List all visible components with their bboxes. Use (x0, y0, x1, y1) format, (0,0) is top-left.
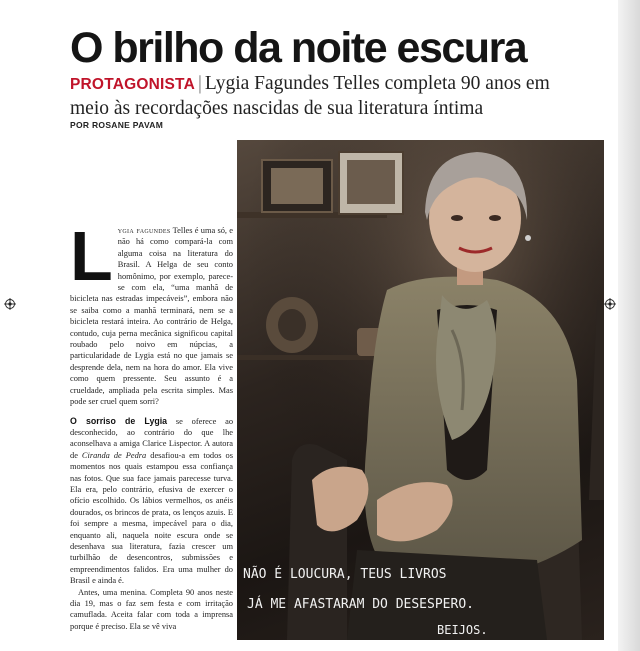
handwritten-note-line: NÃO É LOUCURA, TEUS LIVROS (243, 567, 447, 582)
paragraph-text: Telles é uma só, e não há como compará-la com alguma coisa na literatura do Brasil. A Helga de seu conto homônimo, por exemplo, parece-se com ela, “uma manhã de bicicleta nas estradas impecáveis”, embora não se saiba como a manhã terminará, nem se a bicicleta restará inteira. Ao contrário de Helga, contudo, cuja perna mecânica significou capital roubado pelo noivo em núpcias, a particularidade de Lygia está no que jamais se desprende dela, nem na hora do amor. Ela vive como quem pressente. Seu assunto é a crueldade, ampliada pela escrita simples. Mas pode ser cruel quem sorri? (70, 226, 233, 407)
portrait-illustration (237, 140, 604, 640)
paragraph (70, 587, 233, 633)
paragraph-text: desafiou-a em todos os momentos nos quais estampou essa confiança nas fotos. Que sua face jamais parecesse turva. Ela era, pelo contrário, efusiva de exercer o ofício escolhido. Os lábios vermelhos, os anéis dourados, os brincos de prata, os lenços azuis. E foi sempre a mesma, impecável para o dia, enquanto ali, naquela noite escura onde se desenhava sua literatura, fazia crescer um turbilhão de desencontros, submissões e empreendimentos falidos. Era uma mulher do Brasil e ainda é. (70, 450, 234, 586)
drop-cap: L (70, 217, 113, 295)
deck (70, 72, 590, 121)
kicker-label: PROTAGONISTA (70, 76, 195, 93)
page-edge-shadow (618, 0, 640, 651)
handwritten-note-line: BEIJOS. (437, 623, 488, 637)
article-body (70, 217, 234, 632)
kicker-separator: | (197, 73, 202, 94)
lead-smallcaps: ygia fagundes (117, 226, 171, 235)
registration-mark-icon (4, 298, 16, 310)
headline: O brilho da noite escura (70, 24, 527, 72)
section-head: O sorriso de Lygia (70, 415, 168, 426)
paragraph-text: Antes, uma menina. Completa 90 anos neste dia 19, mas o faz sem festa e com irritação camuflada. Aceita falar com toda a imprensa porque é preciso. Ela se vê viva (70, 587, 233, 631)
registration-mark-icon (604, 298, 616, 310)
portrait-photo (237, 140, 604, 640)
paragraph-text: se oferece ao desconhecido, ao contrário do que lhe aconselhava a amiga Clarice Lispector. A autora de (70, 416, 234, 460)
book-title: Ciranda de Pedra (81, 450, 147, 460)
deck-text: Lygia Fagundes Telles completa 90 anos em meio às recordações nascidas de sua literatura íntima (70, 73, 550, 119)
lead-paragraph (70, 217, 233, 408)
byline: POR ROSANE PAVAM (70, 120, 164, 130)
handwritten-note-line: JÁ ME AFASTARAM DO DESESPERO. (247, 597, 474, 612)
paragraph (70, 416, 233, 587)
